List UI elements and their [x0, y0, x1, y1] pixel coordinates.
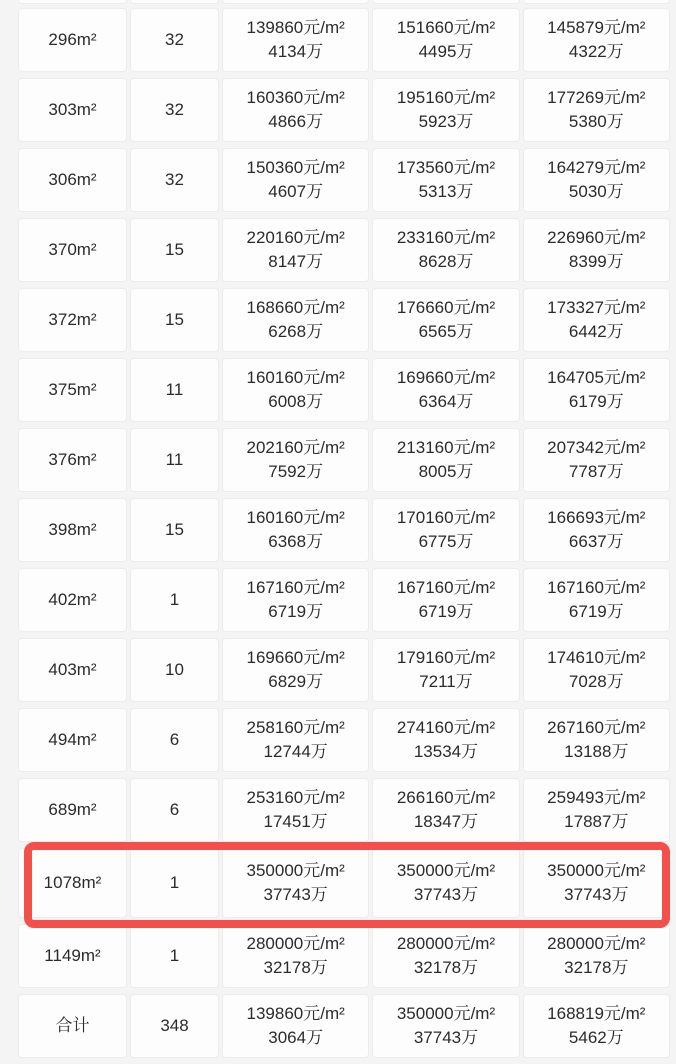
unit-price-label: 274160元/m² [396, 718, 496, 737]
unit-price-label: 164705元/m² [547, 368, 646, 387]
area-cell [18, 848, 127, 918]
unit-price-label: 266160元/m² [396, 788, 496, 807]
price-cell-avg [523, 778, 670, 842]
price-cell-high [372, 218, 519, 282]
count-label: 1 [169, 946, 180, 965]
price-cell-avg [523, 428, 670, 492]
unit-price-label: 176660元/m² [396, 298, 496, 317]
price-cell-low [222, 358, 369, 422]
unit-price-label: 174610元/m² [547, 648, 646, 667]
price-cell-low [222, 994, 369, 1058]
count-cell [130, 358, 219, 422]
unit-price-label: 226960元/m² [547, 228, 646, 247]
count-label: 15 [165, 310, 184, 329]
price-cell-high [372, 568, 519, 632]
count-cell [130, 218, 219, 282]
price-cell [523, 0, 670, 4]
total-price-label: 17451万 [263, 812, 328, 831]
area-label: 1078m² [43, 873, 102, 892]
unit-price-label: 169660元/m² [246, 648, 345, 667]
price-cell-low [222, 498, 369, 562]
price-cell-low [222, 924, 369, 988]
total-price-label: 7028万 [568, 672, 624, 691]
area-cell [18, 0, 127, 4]
unit-price-label: 350000元/m² [396, 1004, 496, 1023]
price-cell-high [372, 924, 519, 988]
price-cell-high [372, 708, 519, 772]
total-price-label: 6268万 [268, 322, 324, 341]
table-row [18, 924, 670, 988]
count-cell [130, 288, 219, 352]
total-price-label: 5030万 [568, 182, 624, 201]
total-price-label: 7787万 [568, 462, 624, 481]
total-price-label: 6442万 [568, 322, 624, 341]
total-price-label: 3064万 [268, 1028, 324, 1047]
count-label: 11 [165, 380, 184, 399]
unit-price-label: 350000元/m² [246, 861, 345, 880]
area-cell [18, 148, 127, 212]
total-price-label: 4866万 [268, 112, 324, 131]
area-label: 398m² [48, 520, 97, 539]
unit-price-label: 139860元/m² [246, 1004, 345, 1023]
unit-price-label: 167160元/m² [396, 578, 496, 597]
total-price-label: 8399万 [568, 252, 624, 271]
total-price-label: 12744万 [263, 742, 328, 761]
price-cell-avg [523, 288, 670, 352]
count-label: 1 [169, 590, 180, 609]
price-cell-high [372, 848, 519, 918]
price-cell-high [372, 358, 519, 422]
total-price-label: 13534万 [413, 742, 479, 761]
count-cell [130, 428, 219, 492]
price-cell [222, 0, 369, 4]
total-price-label: 8628万 [418, 252, 474, 271]
area-cell [18, 638, 127, 702]
total-price-label: 8147万 [268, 252, 324, 271]
price-cell-high [372, 638, 519, 702]
count-label: 6 [169, 800, 180, 819]
unit-price-label: 173560元/m² [396, 158, 496, 177]
area-label: 合计 [55, 1016, 90, 1035]
price-cell-low [222, 148, 369, 212]
count-label: 6 [169, 730, 180, 749]
unit-price-label: 139860元/m² [246, 18, 345, 37]
unit-price-label: 166693元/m² [547, 508, 646, 527]
unit-price-label: 168819元/m² [547, 1004, 646, 1023]
price-cell-high [372, 498, 519, 562]
price-cell-avg [523, 638, 670, 702]
unit-price-label: 280000元/m² [547, 934, 646, 953]
area-label: 375m² [48, 380, 97, 399]
total-price-label: 5313万 [418, 182, 474, 201]
price-cell-high [372, 994, 519, 1058]
total-price-label: 37743万 [263, 885, 328, 904]
area-label: 376m² [48, 450, 97, 469]
area-cell [18, 358, 127, 422]
price-cell-low [222, 288, 369, 352]
total-price-label: 32178万 [263, 958, 328, 977]
area-cell [18, 778, 127, 842]
price-cell-low [222, 708, 369, 772]
count-label: 32 [165, 170, 184, 189]
price-cell-high [372, 778, 519, 842]
total-price-label: 6775万 [418, 532, 474, 551]
count-cell [130, 638, 219, 702]
area-cell [18, 498, 127, 562]
unit-price-label: 258160元/m² [246, 718, 345, 737]
unit-price-label: 350000元/m² [547, 861, 646, 880]
total-price-label: 37743万 [413, 885, 479, 904]
area-cell [18, 708, 127, 772]
table-row [18, 78, 670, 142]
price-table[interactable] [18, 0, 670, 1064]
price-cell-avg [523, 358, 670, 422]
unit-price-label: 168660元/m² [246, 298, 345, 317]
unit-price-label: 145879元/m² [547, 18, 646, 37]
price-cell-low [222, 428, 369, 492]
count-label: 11 [165, 450, 184, 469]
total-price-label: 7592万 [268, 462, 324, 481]
price-cell-low [222, 638, 369, 702]
price-cell-low [222, 848, 369, 918]
price-cell-low [222, 218, 369, 282]
unit-price-label: 202160元/m² [246, 438, 345, 457]
price-cell-high [372, 78, 519, 142]
price-cell-avg [523, 218, 670, 282]
area-label: 402m² [48, 590, 97, 609]
total-price-label: 6829万 [268, 672, 324, 691]
table-row [18, 148, 670, 212]
total-price-label: 6364万 [418, 392, 474, 411]
table-row [18, 848, 670, 918]
total-price-label: 6368万 [268, 532, 324, 551]
table-row [18, 568, 670, 632]
total-price-label: 4495万 [418, 42, 474, 61]
area-label: 403m² [48, 660, 97, 679]
count-cell [130, 498, 219, 562]
area-label: 303m² [48, 100, 97, 119]
price-cell-high [372, 148, 519, 212]
area-cell [18, 568, 127, 632]
total-price-label: 5462万 [568, 1028, 624, 1047]
price-cell-avg [523, 568, 670, 632]
unit-price-label: 167160元/m² [246, 578, 345, 597]
unit-price-label: 169660元/m² [396, 368, 496, 387]
price-cell-avg [523, 924, 670, 988]
count-cell [130, 778, 219, 842]
price-cell-avg [523, 994, 670, 1058]
price-cell-avg [523, 708, 670, 772]
count-label: 10 [165, 660, 184, 679]
count-cell [130, 848, 219, 918]
count-cell [130, 568, 219, 632]
total-price-label: 7211万 [419, 672, 473, 691]
total-price-label: 8005万 [418, 462, 474, 481]
unit-price-label: 267160元/m² [547, 718, 646, 737]
area-label: 370m² [48, 240, 97, 259]
table-row [18, 358, 670, 422]
unit-price-label: 164279元/m² [547, 158, 646, 177]
count-label: 348 [160, 1016, 189, 1035]
count-cell [130, 924, 219, 988]
total-price-label: 37743万 [564, 885, 629, 904]
price-cell-low [222, 78, 369, 142]
price-cell-high [372, 8, 519, 72]
total-price-label: 4607万 [268, 182, 324, 201]
price-cell-high [372, 428, 519, 492]
price-cell-low [222, 8, 369, 72]
price-cell-avg [523, 498, 670, 562]
unit-price-label: 167160元/m² [547, 578, 646, 597]
count-cell [130, 148, 219, 212]
price-cell-avg [523, 78, 670, 142]
count-cell [130, 708, 219, 772]
area-label: 306m² [48, 170, 97, 189]
count-label: 1 [169, 873, 180, 892]
total-price-label: 32178万 [413, 958, 479, 977]
unit-price-label: 195160元/m² [396, 88, 496, 107]
area-cell [18, 78, 127, 142]
unit-price-label: 170160元/m² [396, 508, 496, 527]
price-cell-avg [523, 148, 670, 212]
total-price-label: 13188万 [564, 742, 629, 761]
area-cell [18, 8, 127, 72]
area-cell [18, 994, 127, 1058]
price-cell-avg [523, 8, 670, 72]
area-label: 1149m² [44, 946, 101, 965]
area-cell [18, 218, 127, 282]
unit-price-label: 280000元/m² [396, 934, 496, 953]
table-row [18, 638, 670, 702]
total-price-label: 4134万 [268, 42, 324, 61]
unit-price-label: 179160元/m² [396, 648, 496, 667]
total-price-label: 6719万 [268, 602, 324, 621]
total-price-label: 5923万 [418, 112, 474, 131]
unit-price-label: 207342元/m² [547, 438, 646, 457]
total-price-label: 6565万 [418, 322, 474, 341]
count-label: 32 [165, 30, 184, 49]
total-price-label: 4322万 [568, 42, 624, 61]
area-label: 372m² [48, 310, 97, 329]
count-label: 32 [165, 100, 184, 119]
price-cell-low [222, 568, 369, 632]
count-cell [130, 0, 219, 4]
price-cell-high [372, 288, 519, 352]
table-row [18, 288, 670, 352]
count-label: 15 [165, 240, 184, 259]
area-cell [18, 924, 127, 988]
unit-price-label: 151660元/m² [396, 18, 496, 37]
table-row [18, 994, 670, 1058]
unit-price-label: 150360元/m² [246, 158, 345, 177]
area-label: 689m² [48, 800, 97, 819]
unit-price-label: 213160元/m² [396, 438, 496, 457]
total-price-label: 37743万 [413, 1028, 479, 1047]
total-price-label: 6719万 [418, 602, 474, 621]
table-row [18, 8, 670, 72]
area-cell [18, 288, 127, 352]
table-row [18, 218, 670, 282]
total-price-label: 17887万 [564, 812, 629, 831]
table-row [18, 498, 670, 562]
unit-price-label: 280000元/m² [246, 934, 345, 953]
unit-price-label: 350000元/m² [396, 861, 496, 880]
area-cell [18, 428, 127, 492]
area-label: 494m² [48, 730, 97, 749]
total-price-label: 6008万 [268, 392, 324, 411]
total-price-label: 6719万 [568, 602, 624, 621]
total-price-label: 32178万 [564, 958, 629, 977]
unit-price-label: 177269元/m² [547, 88, 646, 107]
total-price-label: 6179万 [568, 392, 624, 411]
price-cell-low [222, 778, 369, 842]
unit-price-label: 220160元/m² [246, 228, 345, 247]
total-price-label: 5380万 [568, 112, 624, 131]
unit-price-label: 160160元/m² [246, 508, 345, 527]
table-row [18, 428, 670, 492]
table-row [18, 778, 670, 842]
price-cell-avg [523, 848, 670, 918]
area-label: 296m² [48, 30, 97, 49]
partial-row-top [18, 0, 670, 4]
price-cell [372, 0, 519, 4]
count-cell [130, 78, 219, 142]
unit-price-label: 233160元/m² [396, 228, 496, 247]
count-cell [130, 994, 219, 1058]
unit-price-label: 253160元/m² [246, 788, 345, 807]
count-cell [130, 8, 219, 72]
total-price-label: 6637万 [568, 532, 624, 551]
count-label: 15 [165, 520, 184, 539]
total-price-label: 18347万 [413, 812, 479, 831]
unit-price-label: 259493元/m² [547, 788, 646, 807]
unit-price-label: 160160元/m² [246, 368, 345, 387]
unit-price-label: 173327元/m² [547, 298, 646, 317]
table-row [18, 708, 670, 772]
unit-price-label: 160360元/m² [246, 88, 345, 107]
